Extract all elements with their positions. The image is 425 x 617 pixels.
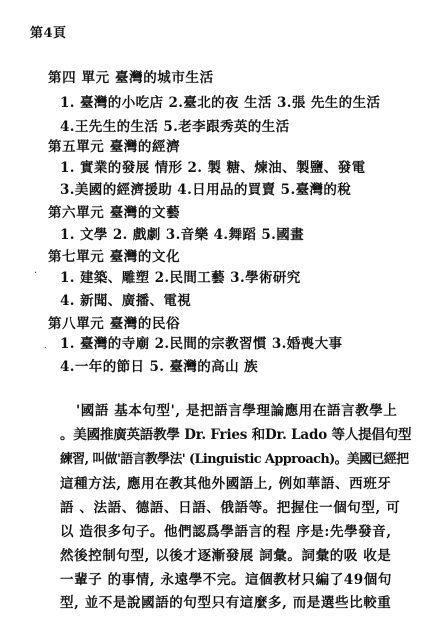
- unit-5-line-2: 3.美國的經濟援助 4.日用品的買賣 5.臺灣的稅: [60, 182, 352, 198]
- paragraph-line: 這種方法, 應用在教其他外國語上, 例如華語、西班牙: [60, 476, 392, 492]
- unit-6-heading: 第六單元 臺灣的文藝: [48, 205, 181, 221]
- paragraph-line: 練習, 叫做'語言教學法' (Linguistic Approach)。美國已經把: [60, 452, 409, 467]
- unit-8-heading: 第八單元 臺灣的民俗: [48, 316, 181, 332]
- unit-4-heading: 第四 單元 臺灣的城市生活: [48, 70, 214, 86]
- unit-8-line-2: 4.一年的節日 5. 臺灣的高山 族: [60, 359, 258, 375]
- stray-mark: ˏ: [44, 338, 48, 349]
- unit-5-line-1: 1. 實業的發展 情形 2. 製 糖、煉油、製鹽、發電: [60, 160, 366, 176]
- unit-7-line-1: 1. 建築、雕塑 2.民間工藝 3.學術研究: [60, 270, 301, 286]
- paragraph-line: 語 、法語、德語、日語、俄語等。把握住一個句型, 可: [60, 500, 401, 516]
- page-number: 第4頁: [30, 26, 67, 41]
- paragraph-line: 一輩子 的事情, 永遠學不完。這個教材只編了49個句: [60, 572, 392, 588]
- unit-6-line-1: 1. 文學 2. 戲劇 3.音樂 4.舞蹈 5.國畫: [60, 227, 305, 243]
- paragraph-line: 以 造很多句子。他們認爲學語言的程 序是:先學發音,: [60, 524, 392, 540]
- unit-7-heading: 第七單元 臺灣的文化: [48, 249, 181, 265]
- unit-4-line-1: 1. 臺灣的小吃店 2.臺北的夜 生活 3.張 先生的生活: [60, 95, 381, 111]
- paragraph-line: '國語 基本句型', 是把語言學理論應用在語言教學上: [76, 403, 398, 419]
- paragraph-line: 型, 並不是說國語的句型只有這麼多, 而是選些比較重: [60, 595, 392, 611]
- stray-mark: ·: [34, 268, 38, 279]
- unit-7-line-2: 4. 新聞、廣播、電視: [60, 293, 192, 309]
- unit-5-heading: 第五單元 臺灣的經濟: [48, 139, 181, 155]
- paragraph-line: 。美國推廣英語教學 Dr. Fries 和Dr. Lado 等人提倡句型: [60, 427, 412, 443]
- paragraph-line: 然後控制句型, 以後才逐漸發展 詞彙。詞彙的吸 收是: [60, 548, 392, 564]
- unit-8-line-1: 1. 臺灣的寺廟 2.民間的宗教習慣 3.婚喪大事: [60, 336, 343, 352]
- unit-4-line-2: 4.王先生的生活 5.老李跟秀英的生活: [60, 119, 290, 135]
